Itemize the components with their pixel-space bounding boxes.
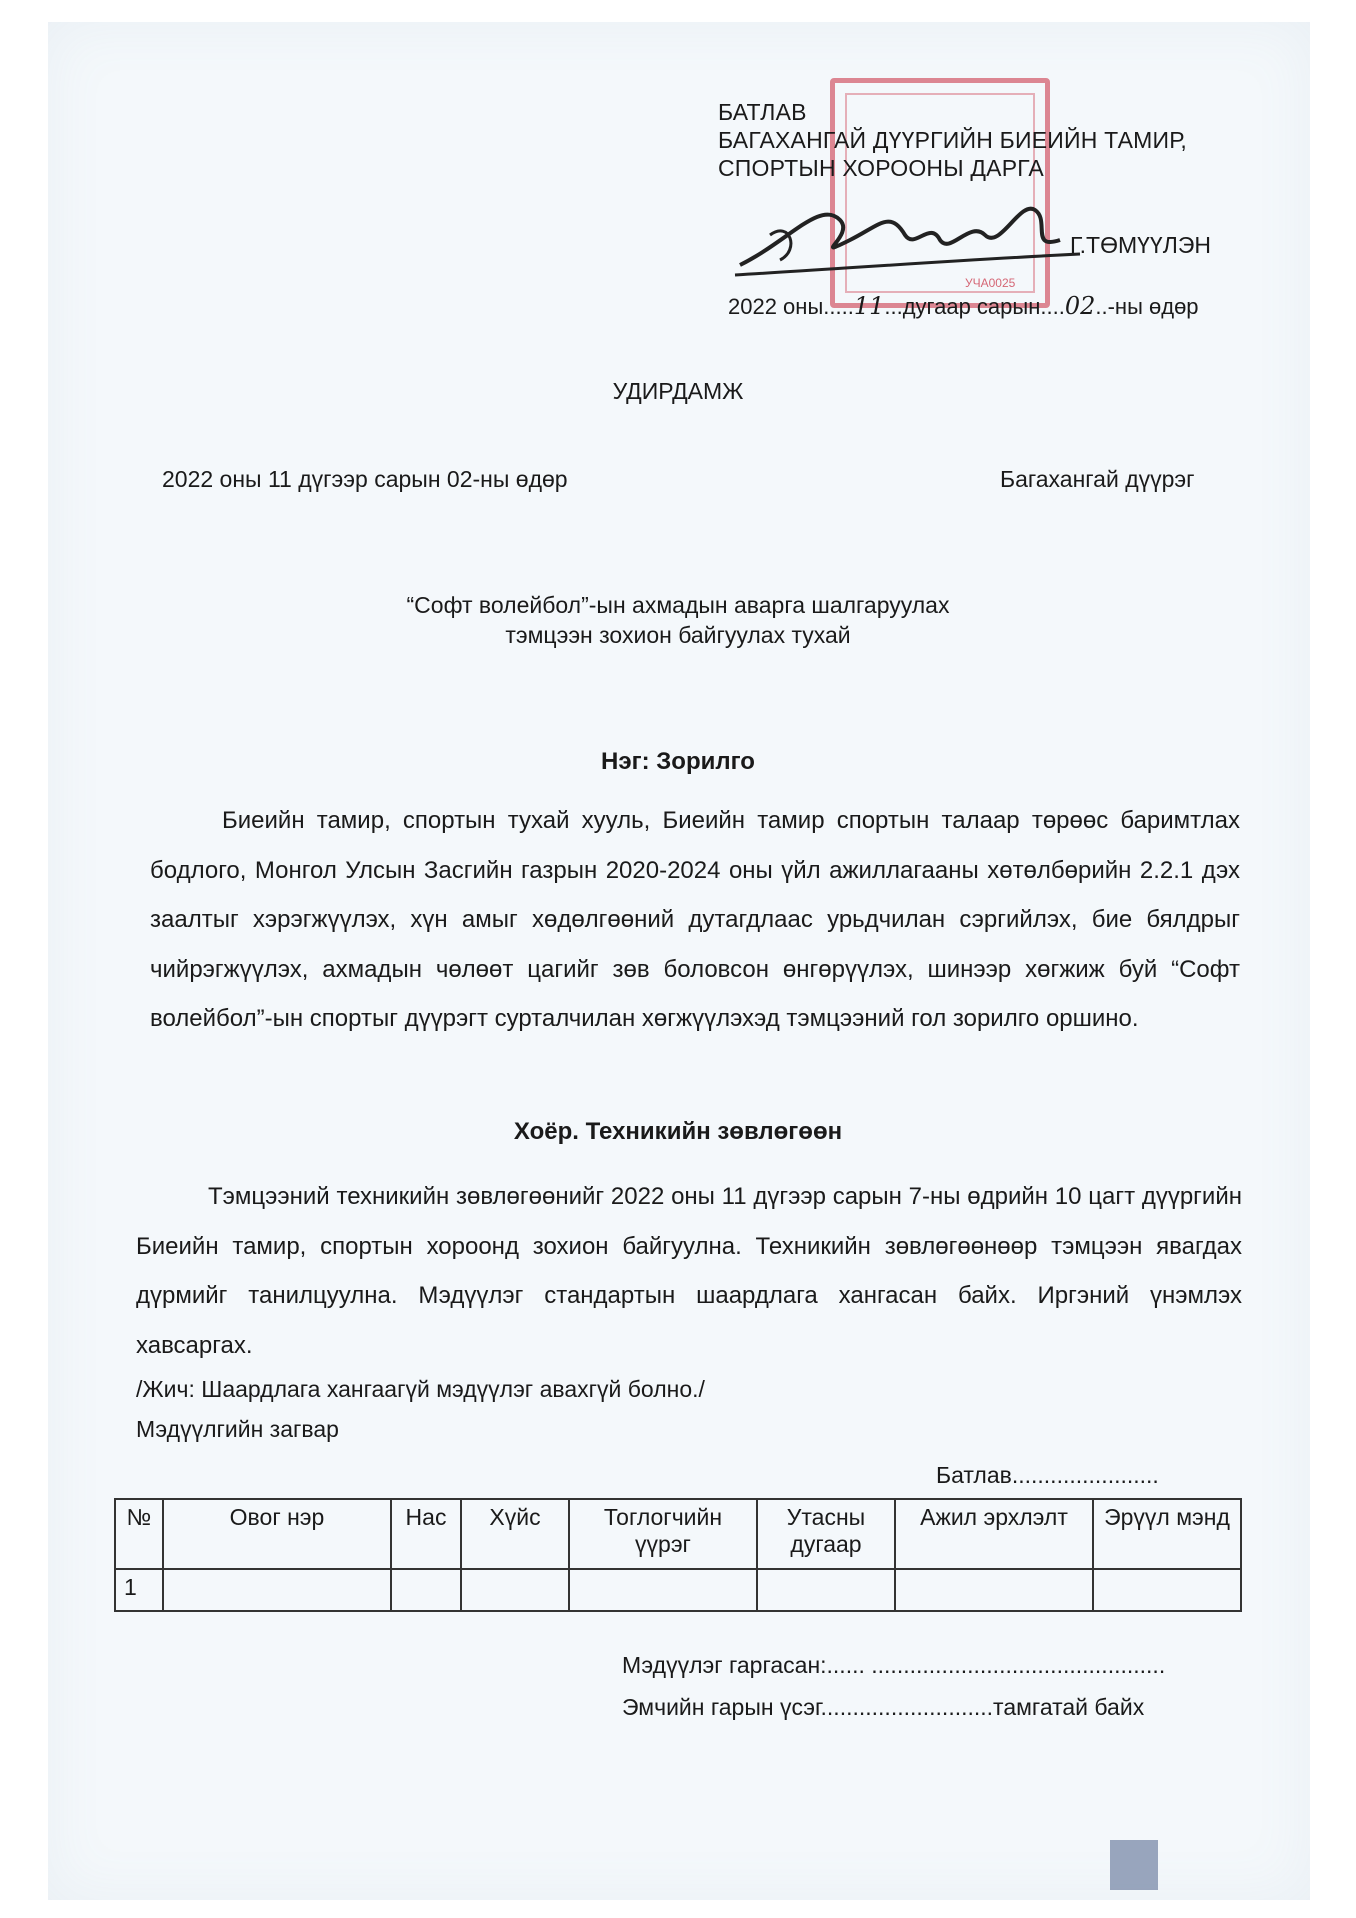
section-1-heading: Нэг: Зорилго xyxy=(601,748,755,775)
form-caption: Мэдүүлгийн загвар xyxy=(136,1416,339,1442)
table-header-row xyxy=(115,1499,1241,1569)
form-approve: Батлав....................... xyxy=(936,1462,1159,1488)
table-cell: 1 xyxy=(115,1569,163,1611)
header-role: Тоглогчийн үүрэг xyxy=(569,1499,757,1569)
document-type: УДИРДАМЖ xyxy=(612,378,744,404)
approval-date: 2022 оны.....11...дугаар сарын....02..-ны өдөр xyxy=(728,292,1199,320)
table-cell xyxy=(163,1569,391,1611)
ministry-logo-icon xyxy=(1110,1840,1158,1890)
submitted-by-line: Мэдүүлэг гаргасан:...... .............................................. xyxy=(622,1652,1166,1678)
approval-date-suffix: -ны өдөр xyxy=(1107,294,1199,319)
table-cell xyxy=(461,1569,569,1611)
section-2-body: Тэмцээний техникийн зөвлөгөөнийг 2022 оны 11 дүгээр сарын 7-ны өдрийн 10 цагт дүүргийн Биеийн тамир, спортын хороонд зохион байгуулна. Техникийн зөвлөгөөнөөр тэмцээн явагдах дүрмийг танилцуулна. Мэдүүлэг стандартын шаардлага хангасан байх. Иргэний үнэмлэх хавсаргах. xyxy=(136,1183,1242,1359)
document-date: 2022 оны 11 дүгээр сарын 02-ны өдөр xyxy=(162,466,568,492)
subject-line-2: тэмцээн зохион байгуулах тухай xyxy=(505,622,851,648)
note-text: /Жич: Шаардлага хангаагүй мэдүүлэг авахгүй болно./ xyxy=(136,1376,705,1402)
table-row xyxy=(115,1569,1241,1611)
signer-name: Г.ТӨМҮҮЛЭН xyxy=(1070,232,1211,258)
section-1-body: Биеийн тамир, спортын тухай хууль, Биеийн тамир спортын талаар төрөөс баримтлах бодлого, Монгол Улсын Засгийн газрын 2020-2024 оны үйл ажиллагааны хөтөлбөрийн 2.2.1 дэх заалтыг хэрэгжүүлэх, хүн амыг хөдөлгөөний дутагдлаас урьдчилан сэргийлэх, бие бялдрыг чийрэгжүүлэх, ахмадын чөлөөт цагийг зөв боловсон өнгөрүүлэх, шинээр хөгжиж буй “Софт волейбол”-ын спортыг дүүрэгт сурталчилан хөгжүүлэхэд тэмцээний гол зорилго оршино. xyxy=(150,807,1240,1032)
section-2-heading: Хоёр. Техникийн зөвлөгөөн xyxy=(513,1118,843,1145)
handwritten-signature xyxy=(730,180,1090,290)
table-cell xyxy=(895,1569,1093,1611)
document-place: Багахангай дүүрэг xyxy=(1000,466,1195,492)
table-cell xyxy=(569,1569,757,1611)
header-employment: Ажил эрхлэлт xyxy=(895,1499,1093,1569)
approval-label: БАТЛАВ xyxy=(718,99,807,125)
doctor-sign-line: Эмчийн гарын үсэг...........................тамгатай байх xyxy=(622,1694,1145,1720)
approval-date-prefix: 2022 оны xyxy=(728,294,824,319)
approval-date-day: 02 xyxy=(1064,292,1096,320)
subject-line-1: “Софт волейбол”-ын ахмадын аварга шалгаруулах xyxy=(406,592,950,618)
approval-date-mid: дугаар сарын xyxy=(902,294,1041,319)
table-cell xyxy=(1093,1569,1241,1611)
header-name: Овог нэр xyxy=(163,1499,391,1569)
application-form-table xyxy=(114,1498,1242,1612)
header-phone: Утасны дугаар xyxy=(757,1499,895,1569)
approval-block xyxy=(718,98,1187,182)
approval-line-2: СПОРТЫН ХОРООНЫ ДАРГА xyxy=(718,155,1044,181)
header-age: Нас xyxy=(391,1499,461,1569)
approval-line-1: БАГАХАНГАЙ ДҮҮРГИЙН БИЕИЙН ТАМИР, xyxy=(718,127,1188,153)
header-number: № xyxy=(115,1499,163,1569)
header-health: Эрүүл мэнд xyxy=(1093,1499,1241,1569)
approval-date-month: 11 xyxy=(853,292,885,320)
stamp-code: УЧА0025 xyxy=(965,276,1016,290)
document-subject xyxy=(0,590,1356,650)
table-cell xyxy=(757,1569,895,1611)
table-cell xyxy=(391,1569,461,1611)
header-gender: Хүйс xyxy=(461,1499,569,1569)
